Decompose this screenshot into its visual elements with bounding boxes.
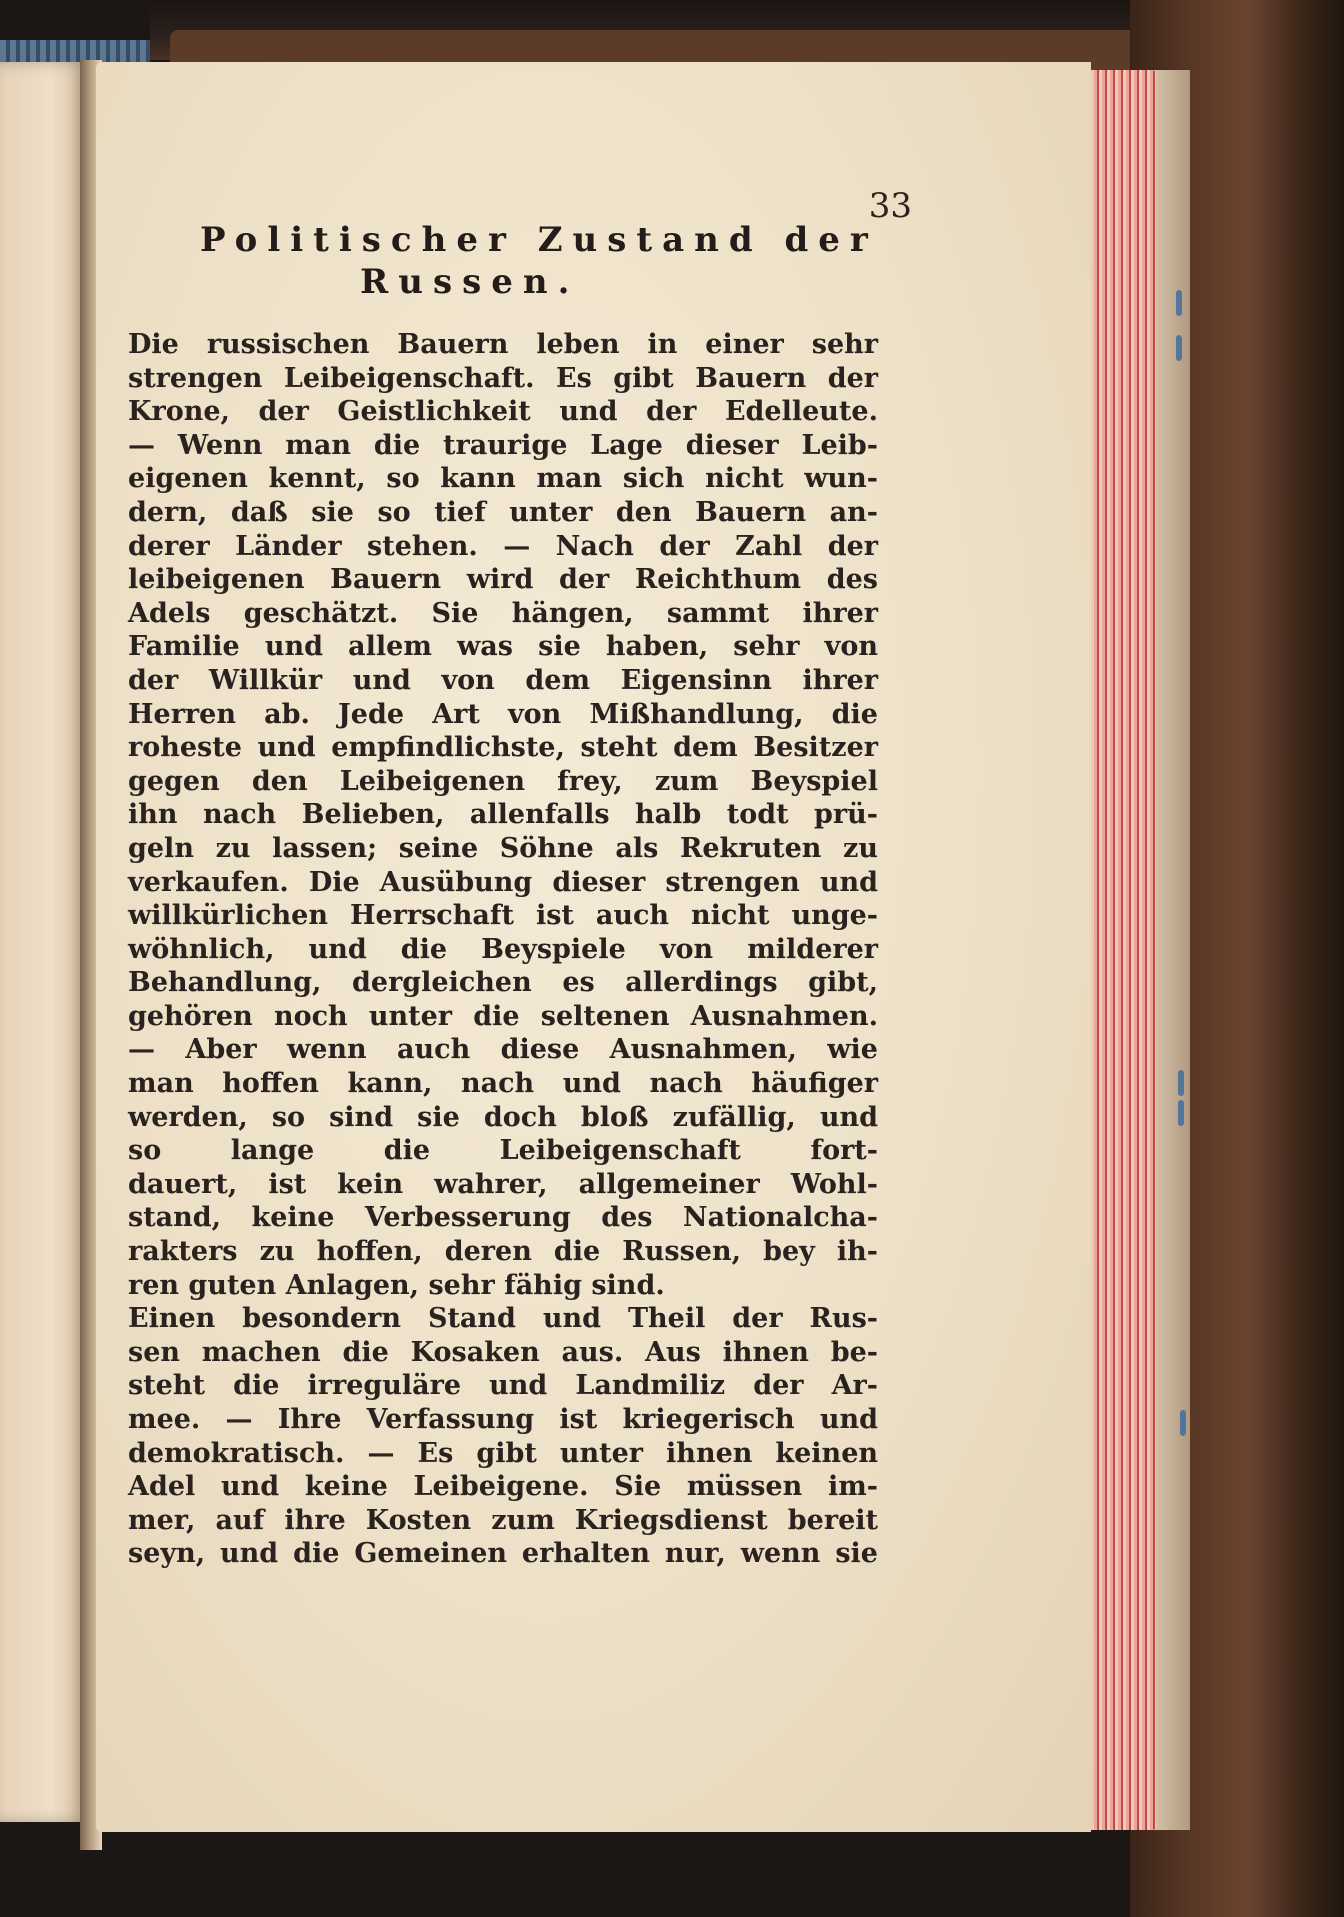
- text-line: gehören noch unter die seltenen Ausnahmen.: [128, 1000, 878, 1032]
- left-page: [0, 62, 86, 1822]
- text-line: so lange die Leibeigenschaft fort-: [128, 1135, 878, 1167]
- text-line: demokratisch. — Es gibt unter ihnen keinen: [128, 1437, 878, 1469]
- text-line: Adel und keine Leibeigene. Sie müssen im-: [128, 1471, 878, 1503]
- text-line: rakters zu hoffen, deren die Russen, bey ih-: [128, 1236, 878, 1268]
- text-line: Die russischen Bauern leben in einer sehr: [128, 329, 878, 360]
- text-line: mer, auf ihre Kosten zum Kriegsdienst bereit: [128, 1504, 878, 1536]
- left-page-edge: [0, 40, 150, 62]
- page-number: 33: [868, 186, 912, 226]
- text-line: Herren ab. Jede Art von Mißhandlung, die: [128, 698, 878, 730]
- edge-mark: [1178, 1070, 1184, 1096]
- text-line: Krone, der Geistlichkeit und der Edelleute.: [128, 396, 878, 428]
- text-line: sen machen die Kosaken aus. Aus ihnen be-: [128, 1336, 878, 1368]
- text-line: eigenen kennt, so kann man sich nicht wun-: [128, 463, 878, 495]
- edge-mark: [1176, 290, 1182, 316]
- text-line: mee. — Ihre Verfassung ist kriegerisch und: [128, 1404, 878, 1435]
- text-line: willkürlichen Herrschaft ist auch nicht unge-: [128, 900, 878, 932]
- red-page-edges: [1086, 70, 1156, 1830]
- text-line: dern, daß sie so tief unter den Bauern an-: [128, 496, 878, 528]
- text-line: steht die irreguläre und Landmiliz der Ar-: [128, 1370, 878, 1402]
- text-line: werden, so sind sie doch bloß zufällig, und: [128, 1101, 878, 1133]
- text-line: stand, keine Verbesserung des Nationalcha-: [128, 1202, 878, 1234]
- chapter-heading-line-2: Russen.: [360, 262, 580, 302]
- text-line: seyn, und die Gemeinen erhalten nur, wenn sie: [128, 1538, 878, 1570]
- text-line: Familie und allem was sie haben, sehr von: [128, 631, 878, 663]
- edge-mark: [1178, 1100, 1184, 1126]
- body-text: [128, 328, 878, 1571]
- text-line: man hoffen kann, nach und nach häufiger: [128, 1068, 878, 1100]
- text-line: wöhnlich, und die Beyspiele von milderer: [128, 933, 878, 965]
- text-line: roheste und empfindlichste, steht dem Besitzer: [128, 732, 878, 764]
- text-line: der Willkür und von dem Eigensinn ihrer: [128, 664, 878, 696]
- text-line: derer Länder stehen. — Nach der Zahl der: [128, 530, 878, 562]
- text-line: — Aber wenn auch diese Ausnahmen, wie: [128, 1034, 878, 1066]
- text-line: geln zu lassen; seine Söhne als Rekruten zu: [128, 832, 878, 864]
- text-line: leibeigenen Bauern wird der Reichthum des: [128, 564, 878, 596]
- text-line: ihn nach Belieben, allenfalls halb todt prü-: [128, 799, 878, 831]
- text-line: Adels geschätzt. Sie hängen, sammt ihrer: [128, 597, 878, 629]
- text-line: Behandlung, dergleichen es allerdings gibt,: [128, 967, 878, 999]
- text-line: gegen den Leibeigenen frey, zum Beyspiel: [128, 765, 878, 797]
- text-line: Einen besondern Stand und Theil der Rus-: [128, 1303, 878, 1335]
- text-line: — Wenn man die traurige Lage dieser Leib-: [128, 429, 878, 461]
- edge-mark: [1176, 335, 1182, 361]
- edge-mark: [1180, 1410, 1186, 1436]
- text-line: ren guten Anlagen, sehr fähig sind.: [128, 1269, 665, 1301]
- text-line: strengen Leibeigenschaft. Es gibt Bauern der: [128, 362, 878, 394]
- text-line: dauert, ist kein wahrer, allgemeiner Wohl-: [128, 1168, 878, 1200]
- chapter-heading-line-1: Politischer Zustand der: [200, 220, 878, 260]
- page-block-shadow: [1150, 70, 1190, 1830]
- text-line: verkaufen. Die Ausübung dieser strengen und: [128, 866, 878, 898]
